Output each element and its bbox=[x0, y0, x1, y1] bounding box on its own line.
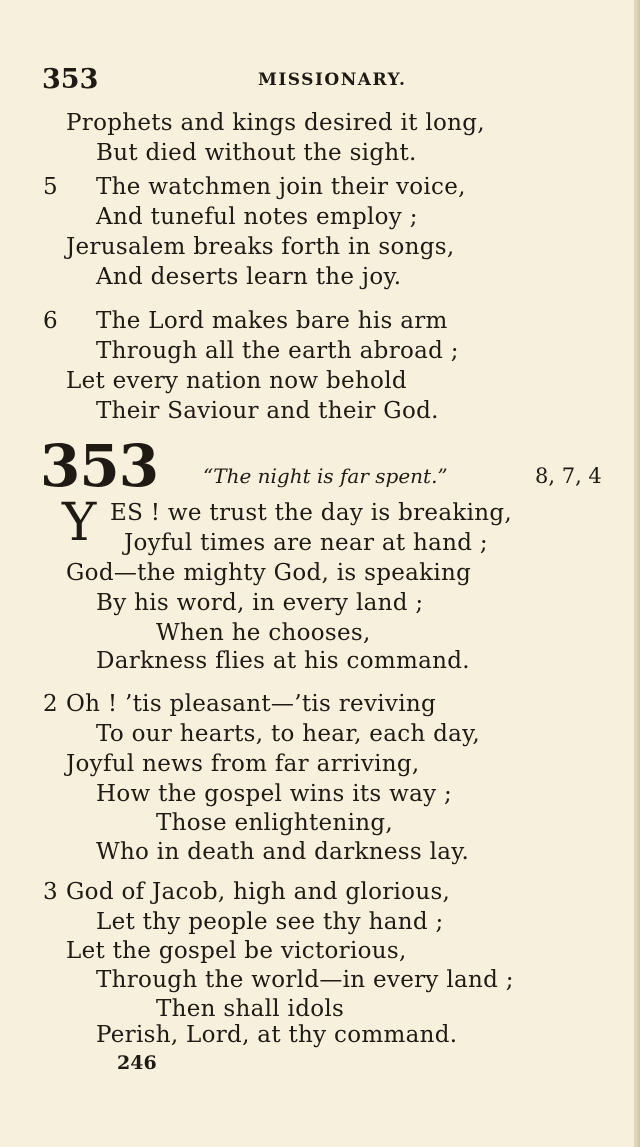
verse-line: God of Jacob, high and glorious, bbox=[66, 879, 451, 905]
verse-line: How the gospel wins its way ; bbox=[96, 781, 453, 807]
verse-line: And deserts learn the joy. bbox=[96, 264, 402, 290]
footer-page-number: 246 bbox=[117, 1052, 157, 1074]
stanza-number: 2 bbox=[43, 691, 58, 717]
verse-line: Let thy people see thy hand ; bbox=[96, 909, 444, 935]
verse-line: Let every nation now behold bbox=[66, 368, 407, 394]
hymn-number: 353 bbox=[40, 432, 159, 500]
verse-line: Prophets and kings desired it long, bbox=[66, 110, 485, 136]
verse-line: Jerusalem breaks forth in songs, bbox=[66, 234, 455, 260]
verse-line: But died without the sight. bbox=[96, 140, 417, 166]
verse-line: By his word, in every land ; bbox=[96, 590, 424, 616]
hymn-epigraph: “The night is far spent.” bbox=[203, 464, 448, 488]
verse-line: The Lord makes bare his arm bbox=[96, 308, 448, 334]
verse-line: Those enlightening, bbox=[156, 810, 393, 836]
stanza-number: 6 bbox=[43, 308, 58, 334]
verse-line: Then shall idols bbox=[156, 996, 345, 1022]
header-hymn-number: 353 bbox=[42, 64, 99, 95]
page-spine-edge bbox=[634, 0, 640, 1147]
drop-cap: Y bbox=[62, 493, 97, 553]
verse-line: When he chooses, bbox=[156, 620, 371, 646]
stanza-number: 3 bbox=[43, 879, 58, 905]
verse-line: Perish, Lord, at thy command. bbox=[96, 1022, 458, 1048]
verse-line: Let the gospel be victorious, bbox=[66, 938, 407, 964]
header-section-title: MISSIONARY. bbox=[258, 70, 407, 90]
verse-line: Who in death and darkness lay. bbox=[96, 839, 470, 865]
stanza-number: 5 bbox=[43, 174, 58, 200]
verse-line: Joyful times are near at hand ; bbox=[124, 530, 488, 556]
verse-line: Through the world—in every land ; bbox=[96, 967, 514, 993]
verse-line: Joyful news from far arriving, bbox=[66, 751, 420, 777]
verse-line: The watchmen join their voice, bbox=[96, 174, 466, 200]
hymn-meter: 8, 7, 4 bbox=[535, 464, 602, 488]
verse-line: Darkness flies at his command. bbox=[96, 648, 470, 674]
verse-line: ES ! we trust the day is breaking, bbox=[110, 500, 512, 526]
verse-line: Oh ! ’tis pleasant—’tis reviving bbox=[66, 691, 436, 717]
verse-line: Their Saviour and their God. bbox=[96, 398, 439, 424]
verse-line: God—the mighty God, is speaking bbox=[66, 560, 472, 586]
verse-line: And tuneful notes employ ; bbox=[96, 204, 418, 230]
verse-line: To our hearts, to hear, each day, bbox=[96, 721, 481, 747]
verse-line: Through all the earth abroad ; bbox=[96, 338, 459, 364]
